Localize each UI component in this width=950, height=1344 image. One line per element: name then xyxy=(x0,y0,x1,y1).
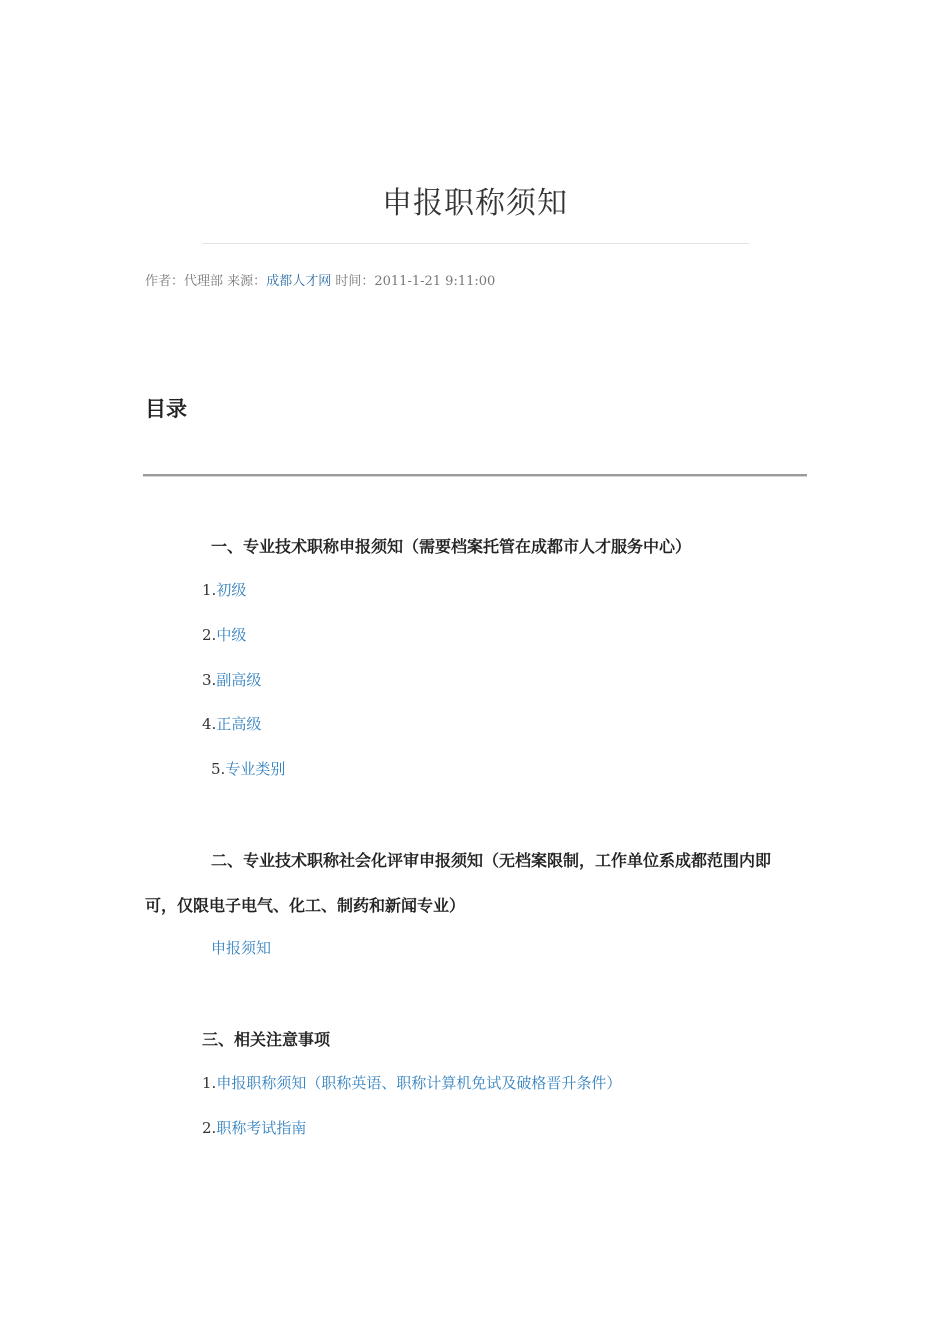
section-3-title: 三、相关注意事项 xyxy=(202,1030,331,1049)
item-number: 2. xyxy=(202,1119,217,1137)
section-2-title-line2: 可，仅限电子电气、化工、制药和新闻专业） xyxy=(145,896,466,915)
list-item[interactable] xyxy=(211,758,285,779)
list-item[interactable] xyxy=(202,1072,621,1093)
page-title: 申报职称须知 xyxy=(382,186,568,221)
link-junior[interactable]: 初级 xyxy=(216,581,247,599)
toc-divider xyxy=(143,474,807,476)
list-item[interactable] xyxy=(211,937,271,958)
item-number: 1. xyxy=(202,581,217,599)
section-1-title: 一、专业技术职称申报须知（需要档案托管在成都市人才服务中心） xyxy=(211,537,692,556)
item-number: 3. xyxy=(202,671,217,689)
author-name: 代理部 xyxy=(184,274,224,289)
list-item[interactable] xyxy=(202,669,261,690)
item-number: 2. xyxy=(202,626,217,644)
link-intermediate[interactable]: 中级 xyxy=(216,626,247,644)
section-2-title-line1: 二、专业技术职称社会化评审申报须知（无档案限制，工作单位系成都范围内即 xyxy=(211,851,772,870)
link-title-application-notes[interactable]: 申报职称须知（职称英语、职称计算机免试及破格晋升条件） xyxy=(216,1074,622,1092)
article-meta xyxy=(145,270,495,289)
link-exam-guide[interactable]: 职称考试指南 xyxy=(216,1119,307,1137)
item-number: 1. xyxy=(202,1074,217,1092)
list-item[interactable] xyxy=(202,713,261,734)
link-specialty-categories[interactable]: 专业类别 xyxy=(225,760,286,778)
list-item[interactable] xyxy=(202,1117,306,1138)
link-associate-senior[interactable]: 副高级 xyxy=(216,671,262,689)
time-label: 时间： xyxy=(335,274,375,289)
list-item[interactable] xyxy=(202,579,246,600)
source-link[interactable]: 成都人才网 xyxy=(266,274,332,289)
link-application-notice[interactable]: 申报须知 xyxy=(211,939,272,957)
author-label: 作者： xyxy=(145,274,185,289)
source-label: 来源： xyxy=(227,274,267,289)
list-item[interactable] xyxy=(202,624,246,645)
toc-heading: 目录 xyxy=(145,397,187,421)
title-divider xyxy=(202,243,749,244)
item-number: 4. xyxy=(202,715,217,733)
link-full-senior[interactable]: 正高级 xyxy=(216,715,262,733)
item-number: 5. xyxy=(211,760,226,778)
publish-time: 2011-1-21 9:11:00 xyxy=(374,274,496,289)
